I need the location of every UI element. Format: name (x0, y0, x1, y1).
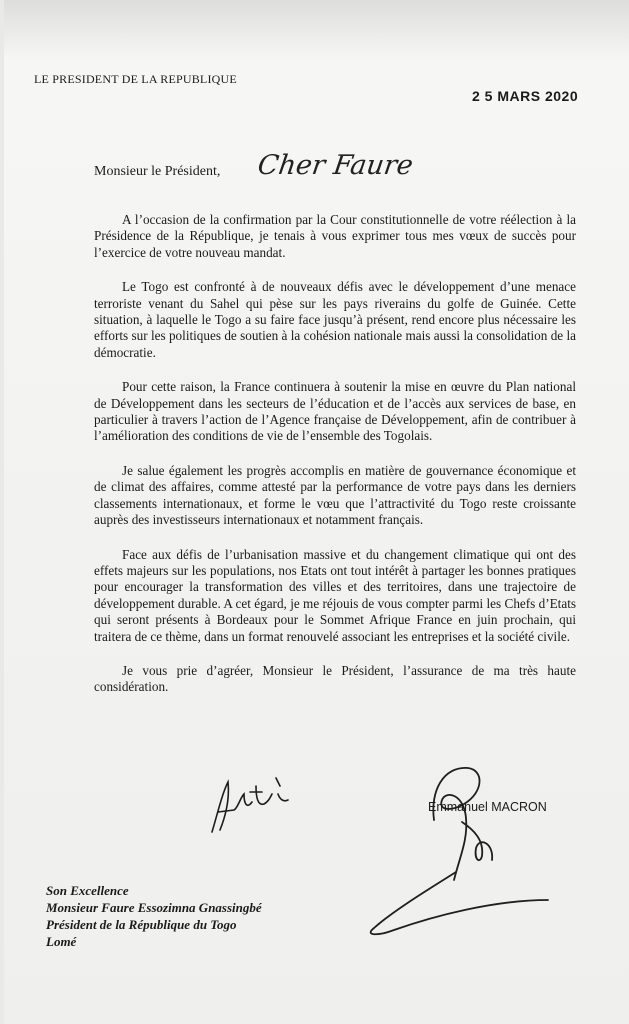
paragraph: Face aux défis de l’urbanisation massive et du changement climatique qui ont des effets majeurs sur les populations, nos Etats ont tout intérêt à partager les bonnes pratiques pour encourager la transformation des villes et des territoires, dans une trajectoire de développement durable. A cet égard, je me réjouis de vous compter parmi les Chefs d’Etats qui seront présents à Bordeaux pour le Sommet Afrique France en juin prochain, qui traitera de ce thème, dans un format renouvelé associant les entreprises et la société civile. (94, 546, 576, 644)
signer-name: Emmanuel MACRON (428, 800, 547, 814)
handwritten-greeting: Cher Faure (255, 150, 415, 181)
salutation-row (94, 150, 574, 190)
paragraph: Pour cette raison, la France continuera à soutenir la mise en œuvre du Plan national de Développement dans les secteurs de l’éducation et de l’accès aux services de base, en particulier à travers l’action de l’Agence française de Développement, afin de contribuer à l’amélioration des conditions de vie de l’ensemble des Togolais. (94, 379, 576, 444)
scan-shadow (4, 0, 629, 60)
letter-body (94, 212, 576, 714)
paragraph: Je salue également les progrès accomplis en matière de gouvernance économique et de climat des affaires, comme attesté par la performance de votre pays dans les derniers classements internationaux, et forme le vœu que l’attractivité du Togo reste croissante auprès des investisseurs internationaux et notamment français. (94, 462, 576, 528)
letter-page (4, 0, 629, 1024)
salutation: Monsieur le Président, (94, 164, 221, 179)
recipient-line: Lomé (46, 934, 77, 949)
recipient-block (46, 882, 262, 950)
letter-date: 2 5 MARS 2020 (472, 88, 579, 104)
paragraph: A l’occasion de la confirmation par la Cour constitutionnelle de votre réélection à la Présidence de la République, je tenais à vous exprimer tous mes vœux de succès pour l’exercice de votre nouveau mandat. (94, 212, 576, 260)
recipient-line: Président de la République du Togo (46, 917, 237, 932)
paragraph: Le Togo est confronté à de nouveaux défis avec le développement d’une menace terroriste venant du Sahel qui pèse sur les pays riverains du golfe de Guinée. Cette situation, à laquelle le Togo a su faire face jusqu’à présent, rend encore plus nécessaire les efforts sur les politiques de soutien à la cohésion nationale mais aussi la consolidation de la démocratie. (94, 279, 576, 360)
paragraph: Je vous prie d’agréer, Monsieur le Président, l’assurance de ma très haute considération. (94, 662, 576, 695)
presidential-signature (334, 760, 554, 940)
letterhead: LE PRESIDENT DE LA REPUBLIQUE (34, 72, 237, 86)
recipient-line: Son Excellence (46, 883, 129, 898)
handwritten-closing-signature (204, 772, 304, 842)
recipient-line: Monsieur Faure Essozimna Gnassingbé (46, 900, 262, 915)
